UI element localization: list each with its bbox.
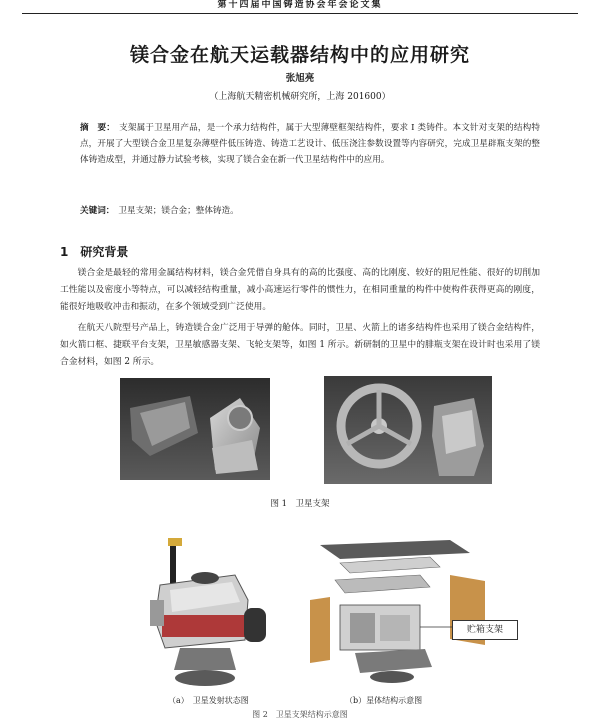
keywords-label: 关键词： xyxy=(80,206,115,216)
tank-bracket-callout: 贮箱支架 xyxy=(452,620,518,640)
figure-2-caption: 图 2 卫星支架结构示意图 xyxy=(252,710,348,719)
keywords-text: 卫星支架；镁合金；整体铸造。 xyxy=(118,206,239,216)
satellite-launch-diagram xyxy=(140,530,270,690)
satellite-structure-diagram xyxy=(300,535,500,690)
affiliation: （上海航天精密机械研究所，上海 201600） xyxy=(209,92,391,102)
subfigure-a-caption: （a） 卫星发射状态图 xyxy=(168,696,249,705)
subfigure-b-caption: （b）星体结构示意图 xyxy=(345,696,423,705)
author-name: 张旭亮 xyxy=(285,73,315,84)
section-heading xyxy=(60,243,128,260)
abstract-text: 支架属于卫星用产品，是一个承力结构件，属于大型薄壁框架结构件，要求 I 类铸件。本文针对支架的结构特点，开展了大型镁合金卫星复杂薄壁件低压铸造、铸造工艺设计、低压浇注参数设置等内容研究，完成卫星辟瓶支架的整体铸造成型，并通过静力试验考核，实现了镁合金在新一代卫星结构件中的应用。 xyxy=(80,123,540,165)
paragraph-1: 镁合金是最轻的常用金属结构材料，镁合金凭借自身具有的高的比强度、高的比刚度、较好的阻尼性能、很好的切削加工性能以及密度小等特点，可以减轻结构重量，减小高速运行零件的惯性力，在相同重量的构件中使构件获得更高的刚度，能很好地吸收冲击和振动，在多个领域受到广泛使用。 xyxy=(60,268,540,312)
abstract-label: 摘 要： xyxy=(80,123,116,133)
running-header: 第十四届中国铸造协会年会论文集 xyxy=(217,0,383,10)
abstract xyxy=(80,120,540,168)
bracket-photo-right xyxy=(324,376,492,484)
paragraph-2: 在航天八院型号产品上，铸造镁合金广泛用于导弹的舱体。同时，卫星、火箭上的诸多结构件也采用了镁合金结构件，如火箭口框、捷联平台支架，卫星敏感器支架、飞轮支架等，如图 1 所示。新研制的卫星中的腓瓶支架在设计时也采用了镁合金材料，如图 2 所示。 xyxy=(60,323,540,367)
header-rule xyxy=(22,13,578,14)
paper-title: 镁合金在航天运载器结构中的应用研究 xyxy=(129,44,470,66)
figure-1-caption: 图 1 卫星支架 xyxy=(270,499,330,509)
section-number: 1 xyxy=(60,245,69,259)
keywords xyxy=(80,204,540,216)
section-title: 研究背景 xyxy=(80,245,129,259)
bracket-photo-left xyxy=(120,378,270,480)
